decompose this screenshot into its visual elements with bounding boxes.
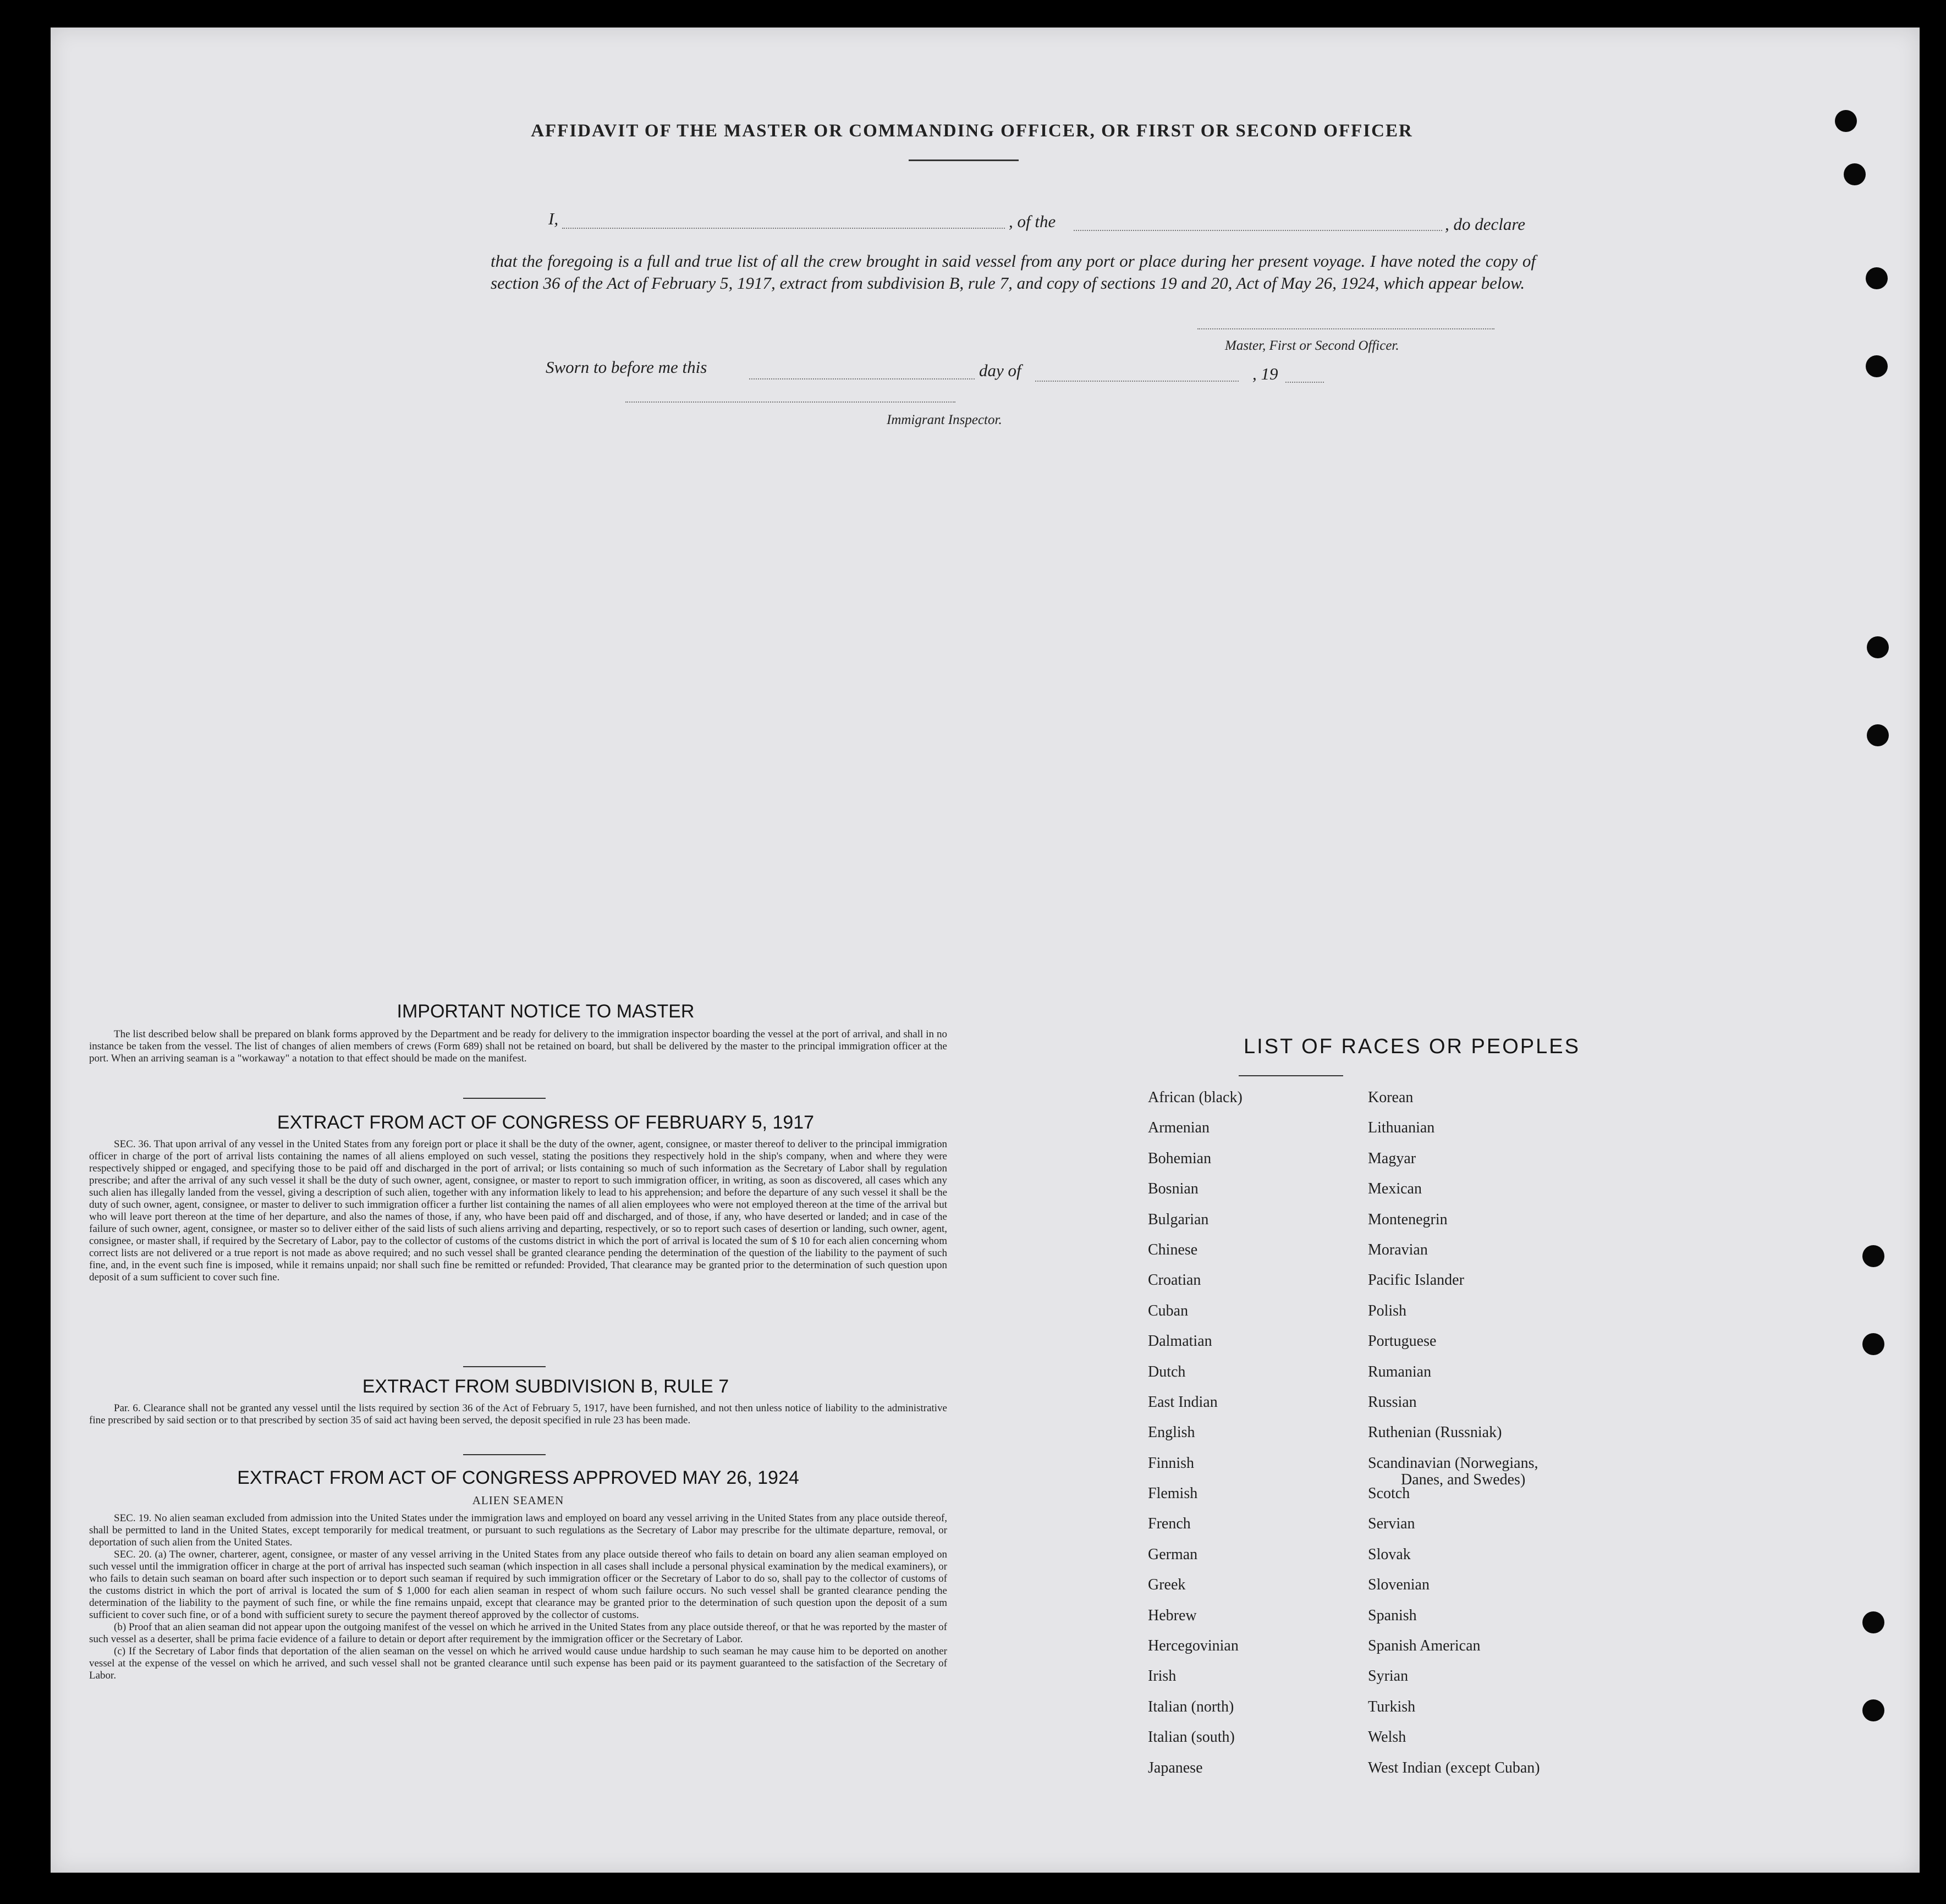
race-item: English — [1148, 1424, 1195, 1441]
race-item: Japanese — [1148, 1759, 1203, 1776]
races-divider — [1239, 1075, 1343, 1076]
extract-1924-subtitle: ALIEN SEAMEN — [472, 1494, 564, 1507]
race-item: Moravian — [1368, 1241, 1428, 1258]
race-item: Servian — [1368, 1515, 1415, 1533]
race-item: Flemish — [1148, 1485, 1198, 1503]
affidavit-title: AFFIDAVIT OF THE MASTER OR COMMANDING OFFICER, OR FIRST OR SECOND OFFICER — [531, 121, 1413, 141]
race-item: East Indian — [1148, 1393, 1218, 1411]
race-item: African (black) — [1148, 1089, 1243, 1106]
races-left-column — [1148, 1089, 1401, 1790]
vessel-field[interactable] — [1074, 230, 1442, 231]
race-item: Chinese — [1148, 1241, 1198, 1258]
sworn-month-field[interactable] — [1035, 381, 1239, 382]
race-item: Greek — [1148, 1576, 1186, 1594]
form-sheet — [51, 27, 1920, 1873]
inspector-signature-field[interactable] — [625, 401, 955, 403]
notice-title: IMPORTANT NOTICE TO MASTER — [397, 1001, 695, 1022]
race-item-multiline — [1368, 1454, 1643, 1488]
name-field[interactable] — [562, 228, 1005, 229]
race-item-line1: Scandinavian (Norwegians, — [1368, 1454, 1538, 1472]
officer-signature-field[interactable] — [1197, 328, 1494, 329]
race-item: Pacific Islander — [1368, 1272, 1464, 1289]
race-item: Russian — [1368, 1393, 1417, 1411]
race-item: Hercegovinian — [1148, 1637, 1239, 1655]
race-item: Bohemian — [1148, 1149, 1212, 1167]
binder-hole — [1866, 355, 1888, 377]
race-item: West Indian (except Cuban) — [1368, 1759, 1540, 1776]
race-item: Turkish — [1368, 1698, 1416, 1715]
race-item: Croatian — [1148, 1272, 1201, 1289]
race-item: Hebrew — [1148, 1606, 1197, 1624]
race-item: Spanish — [1368, 1606, 1417, 1624]
binder-hole — [1867, 724, 1889, 746]
extract-1924-text — [89, 1512, 947, 1682]
sec-20a-paragraph: SEC. 20. (a) The owner, charterer, agent, consignee, or master of any vessel arriving in the United States from any place outside thereof who fails to detain on board any alien seaman employed on such vessel until the immigration officer in charge at the port of arrival has inspected such seaman (which inspection in all cases shall include a personal physical examination by the medical examiners), or who fails to detain such seaman on board after such inspection or to deport such seaman if required by such immigration officer or the Secretary of Labor to do so, shall pay to the collector of customs of the customs district in which the port of arrival is located the sum of $ 1,000 for each alien seaman in respect of whom such failure occurs. No such vessel shall be granted clearance pending the determination of the liability to the payment of such fine, or while the fine remains unpaid, except that clearance may be granted prior to the determination of such question upon the deposit of a sum sufficient to cover such fine, or of a bond with sufficient surety to secure the payment thereof approved by the collector of customs. — [89, 1549, 947, 1621]
extract-1917-text — [89, 1138, 947, 1284]
race-item: Syrian — [1368, 1668, 1409, 1685]
sworn-label: Sworn to before me this — [546, 357, 707, 377]
section-divider — [463, 1366, 546, 1367]
race-item: Bulgarian — [1148, 1210, 1209, 1228]
section-divider — [463, 1454, 546, 1455]
affidavit-statement: that the foregoing is a full and true list of all the crew brought in said vessel from any port or place during her present voyage. I have noted the copy of section 36 of the Act of February 5, 1917, extract from subdivision B, rule 7, and copy of sections 19 and 20, Act of May 26, 1924, which appear below. — [491, 251, 1536, 293]
extract-rule7-text — [89, 1402, 947, 1427]
notice-text — [89, 1028, 947, 1065]
race-item: Slovenian — [1368, 1576, 1430, 1594]
race-item: Rumanian — [1368, 1363, 1432, 1380]
race-item: French — [1148, 1515, 1191, 1533]
race-item: Welsh — [1368, 1729, 1406, 1746]
extract-1924-title: EXTRACT FROM ACT OF CONGRESS APPROVED MAY 26, 1924 — [237, 1467, 799, 1488]
race-item: Armenian — [1148, 1119, 1210, 1137]
race-item: Lithuanian — [1368, 1119, 1435, 1137]
section-divider — [463, 1098, 546, 1099]
year-label: , 19 — [1252, 364, 1278, 383]
races-title: LIST OF RACES OR PEOPLES — [1244, 1035, 1580, 1058]
race-item: German — [1148, 1545, 1198, 1563]
sec-20b-paragraph: (b) Proof that an alien seaman did not appear upon the outgoing manifest of the vessel on which he arrived in the United States from any place outside thereof, or that he was reported by the master of such vessel as a deserter, shall be prima facie evidence of a failure to detain or deport after requirement by the immigration officer or the Secretary of Labor. — [89, 1621, 947, 1645]
race-item: Ruthenian (Russniak) — [1368, 1424, 1502, 1441]
race-item: Korean — [1368, 1089, 1414, 1106]
binder-hole — [1862, 1245, 1884, 1267]
binder-hole — [1862, 1611, 1884, 1633]
race-item: Bosnian — [1148, 1180, 1199, 1198]
binder-hole — [1867, 636, 1889, 658]
race-item-line2: Danes, and Swedes) — [1401, 1471, 1526, 1488]
race-item: Cuban — [1148, 1302, 1189, 1319]
race-item: Dutch — [1148, 1363, 1186, 1380]
binder-hole — [1844, 163, 1866, 185]
affidavit-i-label: I, — [548, 209, 559, 228]
sec-20c-paragraph: (c) If the Secretary of Labor finds that deportation of the alien seaman on the vessel on which he arrived would cause undue hardship to such seaman he may cause him to be deported on another vessel at the expense of the vessel on which he arrived, and such vessel shall not be granted clearance until such expense has been paid or its payment guaranteed to the satisfaction of the Secretary of Labor. — [89, 1646, 947, 1681]
sec-19-paragraph: SEC. 19. No alien seaman excluded from admission into the United States under the immigration laws and employed on board any vessel arriving in the United States from any place outside thereof, shall be permitted to land in the United States, except temporarily for medical treatment, or pursuant to such regulations as the Secretary of Labor may prescribe for the ultimate departure, removal, or deportation of such alien from the United States. — [89, 1512, 947, 1548]
day-of-label: day of — [979, 361, 1021, 380]
race-item: Irish — [1148, 1668, 1177, 1685]
race-item: Dalmatian — [1148, 1333, 1212, 1350]
extract-rule7-paragraph: Par. 6. Clearance shall not be granted any vessel until the lists required by section 36 of the Act of February 5, 1917, have been furnished, and not then unless notice of liability to the administrative fine prescribed by said section or to that prescribed by section 35 of said act having been served, the deposit specified in rule 23 has been made. — [89, 1402, 947, 1426]
binder-hole — [1835, 110, 1857, 132]
notice-paragraph: The list described below shall be prepared on blank forms approved by the Department and be ready for delivery to the immigration inspector boarding the vessel at the port of arrival, and shall in no instance be taken from the vessel. The list of changes of alien members of crews (Form 689) shall not be retained on board, but shall be delivered by the master to the principal immigration officer at the port. When an arriving seaman is a "workaway" a notation to that effect should be made on the manifest. — [89, 1028, 947, 1064]
extract-rule7-title: EXTRACT FROM SUBDIVISION B, RULE 7 — [362, 1376, 729, 1397]
do-declare-label: , do declare — [1445, 214, 1526, 234]
extract-1917-title: EXTRACT FROM ACT OF CONGRESS OF FEBRUARY 5, 1917 — [277, 1112, 815, 1133]
race-item: Scotch — [1368, 1485, 1410, 1503]
race-item: Montenegrin — [1368, 1210, 1448, 1228]
race-item: Polish — [1368, 1302, 1407, 1319]
binder-hole — [1866, 267, 1888, 289]
extract-1917-paragraph: SEC. 36. That upon arrival of any vessel in the United States from any foreign port or place it shall be the duty of the owner, agent, consignee, or master thereof to deliver to the principal immigration officer in charge of the port of arrival lists containing the names of all aliens employed on such vessel, stating the positions they respectively hold in the ship's company, when and where they were respectively shipped or engaged, and specifying those to be paid off and discharged in the port of arrival; or lists containing so much of such information as the Secretary of Labor shall by regulation prescribe; and after the arrival of any such vessel it shall be the duty of such owner, agent, consignee, or master to report to such immigration officer, in writing, as soon as discovered, all cases which any such alien has illegally landed from the vessel, giving a description of such alien, together with any information likely to lead to his apprehension; and before the departure of any such vessel it shall be the duty of such owner, agent, consignee, or master to deliver to such immigration officer a further list containing the names of all alien employees who were not employed thereon at the time of the arrival but who will leave port thereon at the time of her departure, and also the names of those, if any, who have been paid off and discharged, and of those, if any, who have deserted or landed; and in case of the failure of such owner, agent, consignee, or master so to deliver either of the said lists of such aliens arriving and departing, respectively, or so to report such cases of desertion or landing, such owner, agent, consignee, or master shall, if required by the Secretary of Labor, pay to the collector of customs of the customs district in which the port of arrival is located the sum of $ 10 for each alien concerning whom correct lists are not delivered or a true report is not made as above required; and no such vessel shall be granted clearance pending the determination of the question of the liability to the payment of such fine, and, in the event such fine is imposed, while it remains unpaid; nor shall such fine be remitted or refunded: Provided, That clearance may be granted prior to the determination of such question upon deposit of a sum sufficient to cover such fine. — [89, 1138, 947, 1283]
inspector-signature-label: Immigrant Inspector. — [887, 412, 1002, 427]
of-the-label: , of the — [1009, 212, 1056, 231]
title-divider — [909, 159, 1019, 161]
officer-signature-label: Master, First or Second Officer. — [1225, 338, 1399, 353]
binder-hole — [1862, 1333, 1884, 1355]
race-item: Portuguese — [1368, 1333, 1437, 1350]
race-item: Magyar — [1368, 1149, 1416, 1167]
race-item: Italian (north) — [1148, 1698, 1234, 1715]
sworn-year-field[interactable] — [1285, 382, 1324, 383]
race-item: Spanish American — [1368, 1637, 1481, 1655]
sworn-day-field[interactable] — [749, 378, 975, 379]
race-item: Italian (south) — [1148, 1729, 1235, 1746]
races-right-column — [1368, 1089, 1643, 1790]
binder-hole — [1862, 1699, 1884, 1721]
race-item: Finnish — [1148, 1454, 1195, 1472]
race-item: Mexican — [1368, 1180, 1422, 1198]
race-item: Slovak — [1368, 1545, 1411, 1563]
